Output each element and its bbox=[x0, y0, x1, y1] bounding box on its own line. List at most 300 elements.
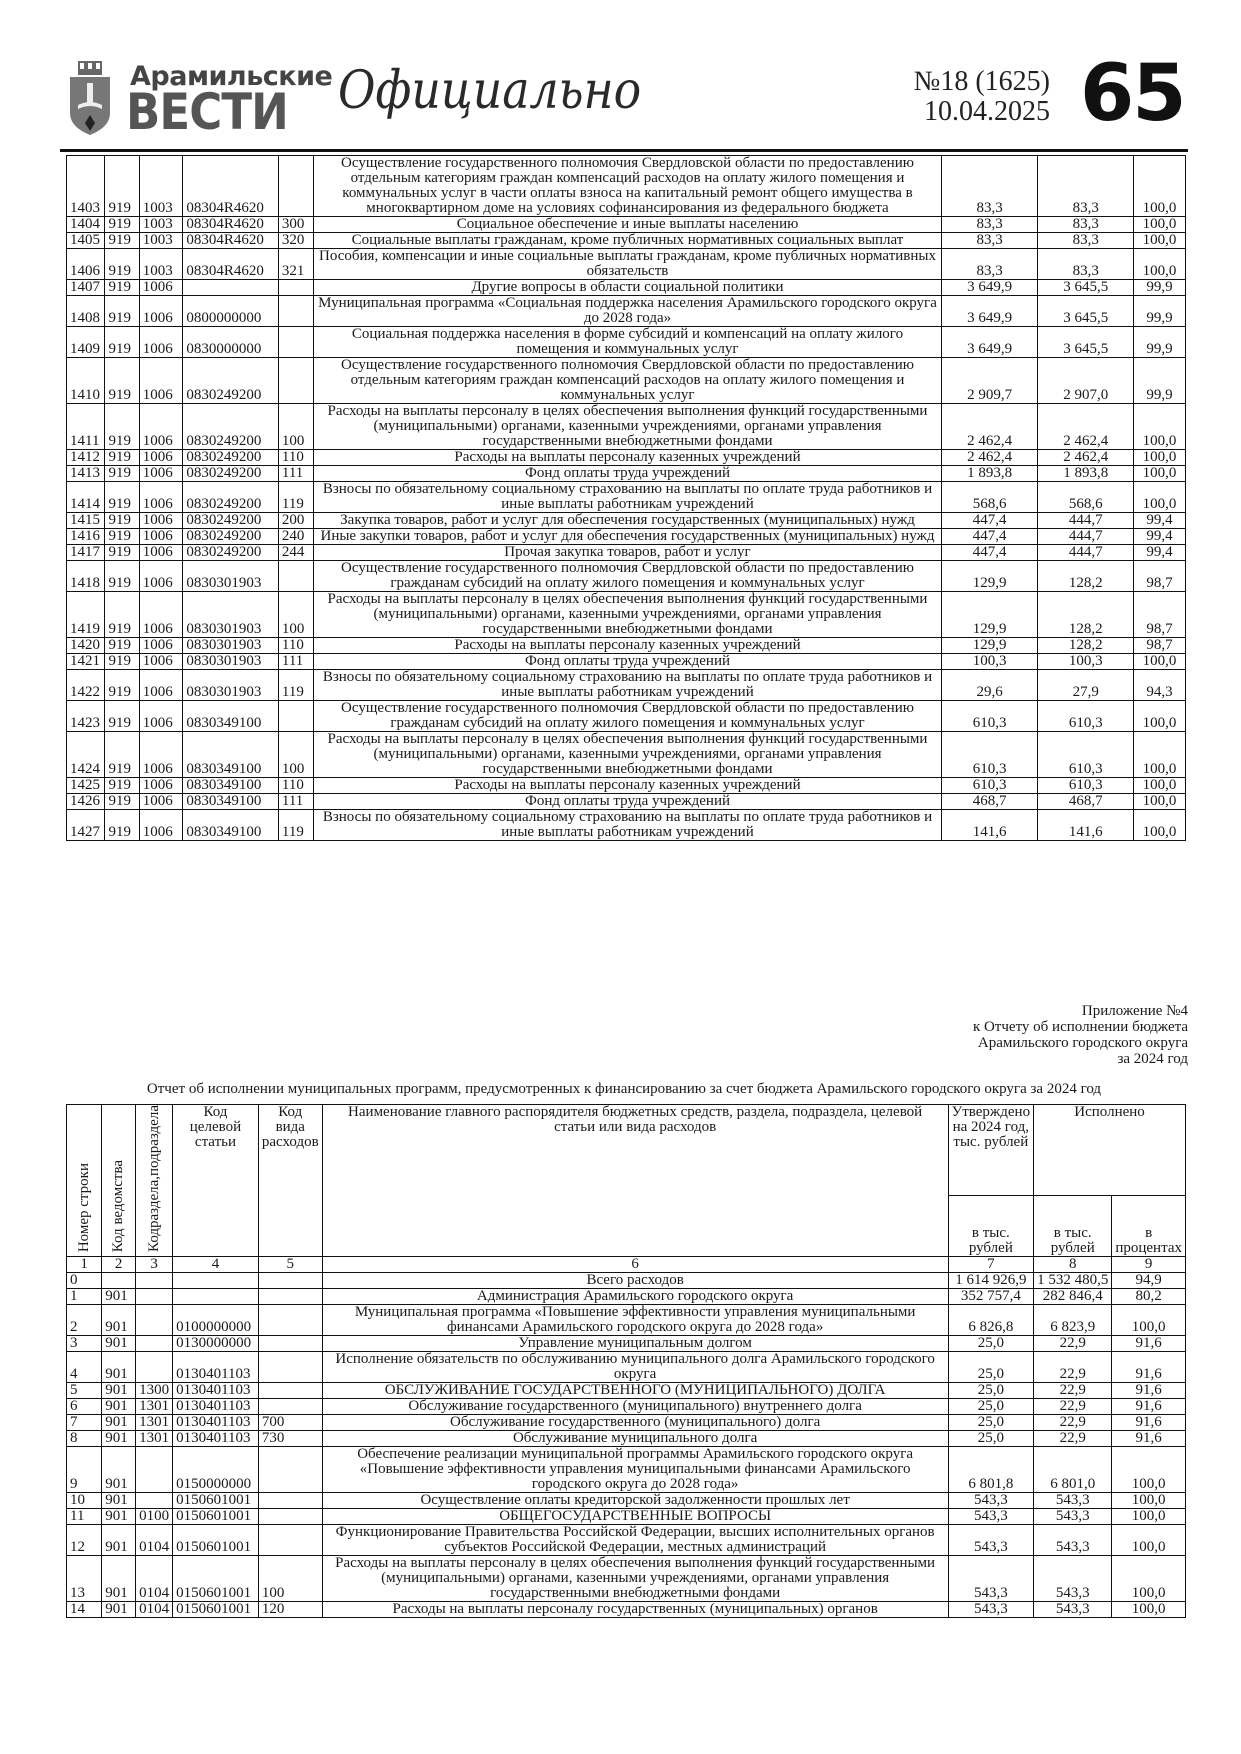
cell-expense-code: 321 bbox=[278, 249, 313, 280]
cell-expense-code: 111 bbox=[278, 794, 313, 810]
cell-percent: 100,0 bbox=[1133, 654, 1185, 670]
table-row bbox=[67, 810, 1186, 841]
cell-expense-code: 300 bbox=[278, 217, 313, 233]
report-title: Отчет об исполнении муниципальных программ, предусмотренных к финансированию за счет бюджета Арамильского городского округа за 2024 год bbox=[146, 1081, 1102, 1097]
cell-approved: 3 649,9 bbox=[941, 280, 1038, 296]
cell-target-code: 0830249200 bbox=[183, 482, 279, 513]
cell-target-code: 0830349100 bbox=[183, 778, 279, 794]
cell-target-code: 0830301903 bbox=[183, 654, 279, 670]
cell-percent: 91,6 bbox=[1112, 1414, 1186, 1430]
cell-row-number: 1413 bbox=[67, 466, 105, 482]
cell-percent: 100,0 bbox=[1112, 1492, 1186, 1508]
appendix-line: Арамильского городского округа bbox=[977, 1035, 1188, 1051]
cell-section-code bbox=[136, 1335, 173, 1351]
cell-target-code: 0830301903 bbox=[183, 592, 279, 638]
cell-row-number: 1412 bbox=[67, 450, 105, 466]
cell-row-number: 1408 bbox=[67, 296, 105, 327]
table-row bbox=[67, 1351, 1186, 1382]
cell-expense-code: 240 bbox=[278, 529, 313, 545]
cell-section-code: 1006 bbox=[139, 296, 183, 327]
cell-approved: 25,0 bbox=[948, 1430, 1034, 1446]
table-row bbox=[67, 280, 1186, 296]
cell-row-number: 1419 bbox=[67, 592, 105, 638]
cell-percent: 91,6 bbox=[1112, 1351, 1186, 1382]
cell-executed: 2 462,4 bbox=[1038, 450, 1134, 466]
cell-dept-code: 901 bbox=[102, 1288, 136, 1304]
table-row bbox=[67, 466, 1186, 482]
cell-approved: 83,3 bbox=[941, 156, 1038, 217]
cell-percent: 99,9 bbox=[1133, 280, 1185, 296]
cell-row-number: 1 bbox=[67, 1288, 102, 1304]
table-row bbox=[67, 1272, 1186, 1288]
cell-executed: 3 645,5 bbox=[1038, 327, 1134, 358]
cell-row-number: 4 bbox=[67, 1351, 102, 1382]
header-dept-code: Код ведомства bbox=[102, 1105, 136, 1257]
cell-executed: 83,3 bbox=[1038, 233, 1134, 249]
cell-dept-code: 901 bbox=[102, 1335, 136, 1351]
cell-name: Взносы по обязательному социальному страхованию на выплаты по оплате труда работников и иные выплаты работникам учреждений bbox=[314, 810, 942, 841]
budget-table-continued bbox=[66, 155, 1186, 841]
cell-target-code: 0830249200 bbox=[183, 529, 279, 545]
cell-dept-code: 919 bbox=[105, 670, 139, 701]
cell-approved: 447,4 bbox=[941, 513, 1038, 529]
cell-row-number: 1418 bbox=[67, 561, 105, 592]
cell-row-number: 1409 bbox=[67, 327, 105, 358]
cell-executed: 1 893,8 bbox=[1038, 466, 1134, 482]
cell-expense-code bbox=[258, 1304, 322, 1335]
table-row bbox=[67, 638, 1186, 654]
header-row-number: Номер строки bbox=[67, 1105, 102, 1257]
cell-dept-code: 919 bbox=[105, 450, 139, 466]
cell-dept-code: 901 bbox=[102, 1524, 136, 1555]
cell-expense-code: 100 bbox=[278, 592, 313, 638]
table-row bbox=[67, 358, 1186, 404]
cell-target-code: 0830301903 bbox=[183, 670, 279, 701]
cell-row-number: 7 bbox=[67, 1414, 102, 1430]
cell-percent: 98,7 bbox=[1133, 561, 1185, 592]
cell-expense-code bbox=[258, 1398, 322, 1414]
column-number: 2 bbox=[102, 1256, 136, 1272]
cell-name: Осуществление государственного полномочия Свердловской области по предоставлению гражданам субсидий на оплату жилого помещения и коммунальных услуг bbox=[314, 701, 942, 732]
cell-dept-code: 919 bbox=[105, 638, 139, 654]
cell-approved: 25,0 bbox=[948, 1351, 1034, 1382]
cell-name: Иные закупки товаров, работ и услуг для обеспечения государственных (муниципальных) нужд bbox=[314, 529, 942, 545]
cell-section-code: 1301 bbox=[136, 1398, 173, 1414]
cell-percent: 99,4 bbox=[1133, 513, 1185, 529]
cell-target-code: 0830301903 bbox=[183, 638, 279, 654]
table-row bbox=[67, 1555, 1186, 1601]
cell-target-code: 0830249200 bbox=[183, 466, 279, 482]
table-row bbox=[67, 1492, 1186, 1508]
cell-name: Муниципальная программа «Повышение эффективности управления муниципальными финансами Арамильского городского округа до 2028 года» bbox=[322, 1304, 948, 1335]
cell-percent: 100,0 bbox=[1133, 404, 1185, 450]
table-row bbox=[67, 156, 1186, 217]
cell-approved: 610,3 bbox=[941, 701, 1038, 732]
table-row bbox=[67, 545, 1186, 561]
cell-percent: 100,0 bbox=[1133, 249, 1185, 280]
cell-row-number: 1425 bbox=[67, 778, 105, 794]
cell-name: Управление муниципальным долгом bbox=[322, 1335, 948, 1351]
cell-percent: 100,0 bbox=[1133, 701, 1185, 732]
header-approved: Утверждено на 2024 год, тыс. рублей bbox=[948, 1105, 1034, 1196]
cell-approved: 6 801,8 bbox=[948, 1446, 1034, 1492]
cell-executed: 22,9 bbox=[1034, 1430, 1112, 1446]
table-row bbox=[67, 450, 1186, 466]
cell-target-code: 0830349100 bbox=[183, 794, 279, 810]
cell-executed: 610,3 bbox=[1038, 732, 1134, 778]
issue-number: №18 (1625) bbox=[913, 66, 1050, 97]
cell-section-code: 1003 bbox=[139, 249, 183, 280]
cell-row-number: 1405 bbox=[67, 233, 105, 249]
cell-expense-code bbox=[258, 1492, 322, 1508]
appendix-line: Приложение №4 bbox=[1081, 1003, 1188, 1019]
cell-approved: 3 649,9 bbox=[941, 296, 1038, 327]
cell-executed: 128,2 bbox=[1038, 561, 1134, 592]
cell-section-code: 1006 bbox=[139, 466, 183, 482]
cell-percent: 99,4 bbox=[1133, 545, 1185, 561]
cell-row-number: 1417 bbox=[67, 545, 105, 561]
cell-section-code: 1006 bbox=[139, 810, 183, 841]
cell-expense-code bbox=[258, 1272, 322, 1288]
table-row bbox=[67, 327, 1186, 358]
appendix-note bbox=[973, 1003, 1188, 1067]
cell-executed: 468,7 bbox=[1038, 794, 1134, 810]
cell-dept-code: 919 bbox=[105, 794, 139, 810]
cell-target-code: 08304R4620 bbox=[183, 249, 279, 280]
cell-executed: 610,3 bbox=[1038, 701, 1134, 732]
cell-name: Фонд оплаты труда учреждений bbox=[314, 466, 942, 482]
cell-approved: 25,0 bbox=[948, 1414, 1034, 1430]
cell-executed: 1 532 480,5 bbox=[1034, 1272, 1112, 1288]
cell-name: Закупка товаров, работ и услуг для обеспечения государственных (муниципальных) нужд bbox=[314, 513, 942, 529]
cell-executed: 543,3 bbox=[1034, 1555, 1112, 1601]
cell-expense-code bbox=[258, 1524, 322, 1555]
cell-percent: 98,7 bbox=[1133, 638, 1185, 654]
cell-executed: 83,3 bbox=[1038, 217, 1134, 233]
cell-percent: 100,0 bbox=[1112, 1304, 1186, 1335]
cell-section-code: 0104 bbox=[136, 1555, 173, 1601]
cell-percent: 100,0 bbox=[1133, 810, 1185, 841]
table-row bbox=[67, 670, 1186, 701]
cell-executed: 568,6 bbox=[1038, 482, 1134, 513]
cell-section-code: 1006 bbox=[139, 701, 183, 732]
cell-name: Расходы на выплаты персоналу в целях обеспечения выполнения функций государственными (муниципальными) органами, казенными учреждениями, органами управления государственными внебюджетными фондами bbox=[314, 592, 942, 638]
masthead bbox=[60, 49, 1190, 145]
cell-percent: 100,0 bbox=[1112, 1508, 1186, 1524]
cell-section-code: 1003 bbox=[139, 233, 183, 249]
cell-executed: 141,6 bbox=[1038, 810, 1134, 841]
cell-executed: 543,3 bbox=[1034, 1524, 1112, 1555]
cell-expense-code: 100 bbox=[258, 1555, 322, 1601]
cell-row-number: 1404 bbox=[67, 217, 105, 233]
cell-executed: 22,9 bbox=[1034, 1382, 1112, 1398]
cell-approved: 29,6 bbox=[941, 670, 1038, 701]
cell-dept-code: 919 bbox=[105, 810, 139, 841]
cell-row-number: 1427 bbox=[67, 810, 105, 841]
cell-percent: 91,6 bbox=[1112, 1382, 1186, 1398]
cell-target-code: 0130401103 bbox=[173, 1430, 259, 1446]
cell-section-code: 1006 bbox=[139, 592, 183, 638]
cell-dept-code bbox=[102, 1272, 136, 1288]
cell-expense-code bbox=[258, 1335, 322, 1351]
header-executed-thousand: в тыс. рублей bbox=[1034, 1195, 1112, 1256]
cell-expense-code bbox=[278, 327, 313, 358]
cell-target-code: 0130000000 bbox=[173, 1335, 259, 1351]
cell-approved: 610,3 bbox=[941, 732, 1038, 778]
cell-row-number: 1406 bbox=[67, 249, 105, 280]
cell-executed: 22,9 bbox=[1034, 1351, 1112, 1382]
cell-dept-code: 919 bbox=[105, 732, 139, 778]
cell-executed: 3 645,5 bbox=[1038, 296, 1134, 327]
header-section-code: Кодраздела,подраздела bbox=[136, 1105, 173, 1257]
cell-executed: 100,3 bbox=[1038, 654, 1134, 670]
cell-expense-code bbox=[258, 1288, 322, 1304]
cell-approved: 352 757,4 bbox=[948, 1288, 1034, 1304]
cell-section-code bbox=[136, 1446, 173, 1492]
column-number: 6 bbox=[322, 1256, 948, 1272]
cell-percent: 100,0 bbox=[1133, 482, 1185, 513]
cell-percent: 98,7 bbox=[1133, 592, 1185, 638]
cell-approved: 1 614 926,9 bbox=[948, 1272, 1034, 1288]
cell-section-code: 1300 bbox=[136, 1382, 173, 1398]
cell-approved: 447,4 bbox=[941, 529, 1038, 545]
cell-target-code bbox=[173, 1288, 259, 1304]
cell-expense-code: 119 bbox=[278, 670, 313, 701]
cell-name: Обслуживание государственного (муниципального) внутреннего долга bbox=[322, 1398, 948, 1414]
cell-row-number: 3 bbox=[67, 1335, 102, 1351]
cell-section-code: 1006 bbox=[139, 545, 183, 561]
cell-percent: 100,0 bbox=[1133, 778, 1185, 794]
cell-percent: 91,6 bbox=[1112, 1398, 1186, 1414]
cell-executed: 2 907,0 bbox=[1038, 358, 1134, 404]
cell-target-code: 0150601001 bbox=[173, 1555, 259, 1601]
cell-dept-code: 919 bbox=[105, 654, 139, 670]
cell-section-code: 0104 bbox=[136, 1601, 173, 1617]
table-row bbox=[67, 1398, 1186, 1414]
cell-dept-code: 901 bbox=[102, 1601, 136, 1617]
table-row bbox=[67, 1601, 1186, 1617]
cell-executed: 22,9 bbox=[1034, 1335, 1112, 1351]
cell-section-code: 1003 bbox=[139, 217, 183, 233]
cell-expense-code bbox=[258, 1382, 322, 1398]
table-row bbox=[67, 249, 1186, 280]
cell-dept-code: 919 bbox=[105, 466, 139, 482]
issue-info bbox=[890, 67, 1050, 127]
table-row bbox=[67, 513, 1186, 529]
cell-name: Обслуживание муниципального долга bbox=[322, 1430, 948, 1446]
cell-percent: 100,0 bbox=[1112, 1555, 1186, 1601]
cell-expense-code bbox=[278, 296, 313, 327]
table-body bbox=[67, 1272, 1186, 1617]
cell-expense-code: 111 bbox=[278, 654, 313, 670]
cell-name: Другие вопросы в области социальной политики bbox=[314, 280, 942, 296]
cell-executed: 444,7 bbox=[1038, 513, 1134, 529]
cell-executed: 128,2 bbox=[1038, 592, 1134, 638]
cell-dept-code: 901 bbox=[102, 1382, 136, 1398]
section-title: Официально bbox=[338, 61, 642, 121]
cell-approved: 83,3 bbox=[941, 233, 1038, 249]
cell-name: Осуществление государственного полномочия Свердловской области по предоставлению отдельным категориям граждан компенсаций расходов на оплату жилого помещения и коммунальных услуг в части оплаты взноса на капитальный ремонт общего имущества в многоквартирном доме на условиях софинансирования из федерального бюджета bbox=[314, 156, 942, 217]
cell-executed: 83,3 bbox=[1038, 249, 1134, 280]
cell-dept-code: 919 bbox=[105, 513, 139, 529]
cell-name: Фонд оплаты труда учреждений bbox=[314, 794, 942, 810]
cell-row-number: 10 bbox=[67, 1492, 102, 1508]
cell-row-number: 11 bbox=[67, 1508, 102, 1524]
cell-section-code: 1301 bbox=[136, 1430, 173, 1446]
cell-percent: 80,2 bbox=[1112, 1288, 1186, 1304]
cell-section-code bbox=[136, 1288, 173, 1304]
cell-name: Взносы по обязательному социальному страхованию на выплаты по оплате труда работников и иные выплаты работникам учреждений bbox=[314, 670, 942, 701]
cell-target-code bbox=[183, 280, 279, 296]
column-numbers-row bbox=[67, 1256, 1186, 1272]
cell-dept-code: 919 bbox=[105, 701, 139, 732]
cell-target-code: 0130401103 bbox=[173, 1414, 259, 1430]
header-approved-unit: в тыс. рублей bbox=[948, 1195, 1034, 1256]
cell-dept-code: 919 bbox=[105, 156, 139, 217]
cell-target-code: 0130401103 bbox=[173, 1398, 259, 1414]
cell-percent: 100,0 bbox=[1133, 794, 1185, 810]
cell-row-number: 1415 bbox=[67, 513, 105, 529]
cell-executed: 22,9 bbox=[1034, 1398, 1112, 1414]
cell-row-number: 6 bbox=[67, 1398, 102, 1414]
cell-target-code: 0150601001 bbox=[173, 1508, 259, 1524]
cell-section-code: 1006 bbox=[139, 482, 183, 513]
header-expense-code: Код вида расходов bbox=[258, 1105, 322, 1257]
cell-name: Социальное обеспечение и иные выплаты населению bbox=[314, 217, 942, 233]
cell-section-code bbox=[136, 1272, 173, 1288]
cell-executed: 444,7 bbox=[1038, 545, 1134, 561]
cell-target-code: 0830349100 bbox=[183, 732, 279, 778]
cell-row-number: 12 bbox=[67, 1524, 102, 1555]
cell-target-code: 0830349100 bbox=[183, 810, 279, 841]
cell-dept-code: 901 bbox=[102, 1430, 136, 1446]
cell-row-number: 2 bbox=[67, 1304, 102, 1335]
cell-dept-code: 919 bbox=[105, 482, 139, 513]
cell-dept-code: 901 bbox=[102, 1414, 136, 1430]
cell-section-code: 1006 bbox=[139, 450, 183, 466]
cell-name: Расходы на выплаты персоналу в целях обеспечения выполнения функций государственными (муниципальными) органами, казенными учреждениями, органами управления государственными внебюджетными фондами bbox=[314, 732, 942, 778]
column-number: 5 bbox=[258, 1256, 322, 1272]
cell-dept-code: 901 bbox=[102, 1398, 136, 1414]
cell-approved: 129,9 bbox=[941, 592, 1038, 638]
table-row bbox=[67, 1382, 1186, 1398]
cell-expense-code bbox=[258, 1351, 322, 1382]
cell-name: ОБСЛУЖИВАНИЕ ГОСУДАРСТВЕННОГО (МУНИЦИПАЛЬНОГО) ДОЛГА bbox=[322, 1382, 948, 1398]
cell-percent: 91,6 bbox=[1112, 1430, 1186, 1446]
cell-expense-code: 244 bbox=[278, 545, 313, 561]
table-row bbox=[67, 404, 1186, 450]
table-row bbox=[67, 482, 1186, 513]
table-row bbox=[67, 1335, 1186, 1351]
column-number: 7 bbox=[948, 1256, 1034, 1272]
cell-expense-code: 730 bbox=[258, 1430, 322, 1446]
programs-report-table bbox=[66, 1104, 1186, 1618]
cell-section-code: 1006 bbox=[139, 358, 183, 404]
table-row bbox=[67, 732, 1186, 778]
cell-target-code: 0830249200 bbox=[183, 358, 279, 404]
cell-percent: 100,0 bbox=[1112, 1446, 1186, 1492]
table-row bbox=[67, 1508, 1186, 1524]
cell-executed: 3 645,5 bbox=[1038, 280, 1134, 296]
cell-name: Осуществление государственного полномочия Свердловской области по предоставлению гражданам субсидий на оплату жилого помещения и коммунальных услуг bbox=[314, 561, 942, 592]
cell-expense-code bbox=[278, 156, 313, 217]
cell-section-code: 1006 bbox=[139, 794, 183, 810]
cell-expense-code: 120 bbox=[258, 1601, 322, 1617]
newspaper-name-main: ВЕСТИ bbox=[126, 83, 288, 141]
cell-dept-code: 919 bbox=[105, 404, 139, 450]
cell-target-code: 0830249200 bbox=[183, 545, 279, 561]
cell-section-code: 1006 bbox=[139, 778, 183, 794]
header-executed-percent: в процентах bbox=[1112, 1195, 1186, 1256]
cell-target-code: 0130401103 bbox=[173, 1382, 259, 1398]
cell-section-code: 1006 bbox=[139, 529, 183, 545]
column-number: 4 bbox=[173, 1256, 259, 1272]
cell-row-number: 14 bbox=[67, 1601, 102, 1617]
cell-percent: 100,0 bbox=[1133, 233, 1185, 249]
cell-expense-code: 119 bbox=[278, 810, 313, 841]
appendix-line: за 2024 год bbox=[1117, 1051, 1188, 1067]
cell-approved: 100,3 bbox=[941, 654, 1038, 670]
cell-expense-code bbox=[278, 701, 313, 732]
cell-section-code: 1006 bbox=[139, 654, 183, 670]
cell-dept-code: 919 bbox=[105, 249, 139, 280]
cell-section-code: 1301 bbox=[136, 1414, 173, 1430]
cell-expense-code: 110 bbox=[278, 778, 313, 794]
cell-dept-code: 919 bbox=[105, 327, 139, 358]
cell-target-code: 0100000000 bbox=[173, 1304, 259, 1335]
column-number: 9 bbox=[1112, 1256, 1186, 1272]
cell-section-code: 1006 bbox=[139, 280, 183, 296]
cell-executed: 282 846,4 bbox=[1034, 1288, 1112, 1304]
cell-percent: 100,0 bbox=[1133, 156, 1185, 217]
cell-name: Прочая закупка товаров, работ и услуг bbox=[314, 545, 942, 561]
table-row bbox=[67, 1288, 1186, 1304]
cell-expense-code bbox=[278, 561, 313, 592]
cell-name: ОБЩЕГОСУДАРСТВЕННЫЕ ВОПРОСЫ bbox=[322, 1508, 948, 1524]
cell-approved: 2 909,7 bbox=[941, 358, 1038, 404]
cell-section-code: 1006 bbox=[139, 513, 183, 529]
cell-target-code: 0830249200 bbox=[183, 513, 279, 529]
cell-percent: 100,0 bbox=[1133, 466, 1185, 482]
cell-section-code: 1006 bbox=[139, 638, 183, 654]
cell-section-code: 1006 bbox=[139, 561, 183, 592]
cell-row-number: 9 bbox=[67, 1446, 102, 1492]
cell-approved: 2 462,4 bbox=[941, 404, 1038, 450]
cell-dept-code: 919 bbox=[105, 358, 139, 404]
cell-approved: 6 826,8 bbox=[948, 1304, 1034, 1335]
cell-approved: 468,7 bbox=[941, 794, 1038, 810]
cell-dept-code: 901 bbox=[102, 1508, 136, 1524]
cell-executed: 543,3 bbox=[1034, 1508, 1112, 1524]
cell-approved: 543,3 bbox=[948, 1555, 1034, 1601]
header-rule bbox=[60, 149, 1188, 152]
cell-target-code: 08304R4620 bbox=[183, 233, 279, 249]
cell-percent: 100,0 bbox=[1133, 450, 1185, 466]
table-row bbox=[67, 1304, 1186, 1335]
cell-approved: 141,6 bbox=[941, 810, 1038, 841]
cell-row-number: 5 bbox=[67, 1382, 102, 1398]
cell-row-number: 8 bbox=[67, 1430, 102, 1446]
cell-row-number: 13 bbox=[67, 1555, 102, 1601]
table-row bbox=[67, 1430, 1186, 1446]
cell-approved: 129,9 bbox=[941, 561, 1038, 592]
cell-target-code: 0830249200 bbox=[183, 450, 279, 466]
header-executed: Исполнено bbox=[1034, 1105, 1186, 1196]
cell-expense-code bbox=[258, 1446, 322, 1492]
cell-target-code: 0800000000 bbox=[183, 296, 279, 327]
cell-percent: 94,9 bbox=[1112, 1272, 1186, 1288]
cell-row-number: 1407 bbox=[67, 280, 105, 296]
